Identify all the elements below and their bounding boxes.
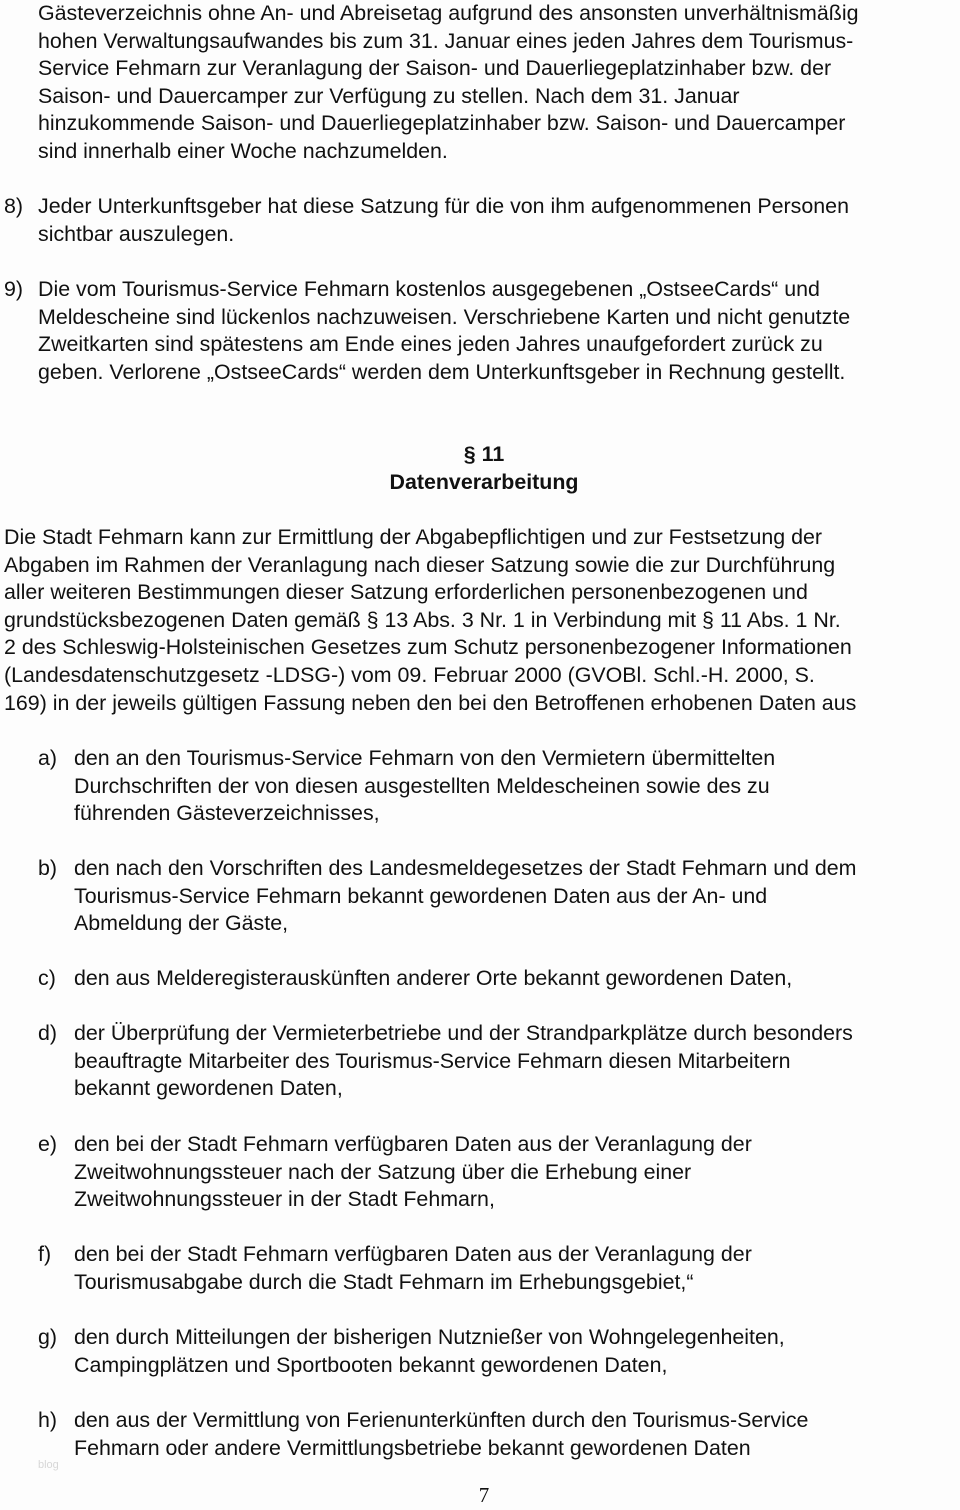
text-line: Jeder Unterkunftsgeber hat diese Satzung für die von ihm aufgenommenen Personen <box>38 194 849 218</box>
item-letter: c) <box>38 966 56 990</box>
item-letter: b) <box>38 856 58 880</box>
item-number: 8) <box>4 194 24 218</box>
text-line: den aus Melderegisterauskünften anderer Orte bekannt gewordenen Daten, <box>74 966 793 990</box>
watermark: blog <box>38 1459 59 1471</box>
text-line: der Überprüfung der Vermieterbetriebe und der Strandparkplätze durch besonders <box>74 1021 853 1045</box>
text-line: Die vom Tourismus-Service Fehmarn kostenlos ausgegebenen „OstseeCards“ und <box>38 277 820 301</box>
text-line: bekannt gewordenen Daten, <box>74 1076 343 1101</box>
text-line: sind innerhalb einer Woche nachzumelden. <box>38 139 448 163</box>
text-line: Abgaben im Rahmen der Veranlagung nach dieser Satzung sowie die zur Durchführung <box>4 552 836 577</box>
text-line: sichtbar auszulegen. <box>38 221 235 246</box>
text-line: Zweitwohnungssteuer nach der Satzung über die Erhebung einer <box>74 1159 692 1184</box>
text-line: hohen Verwaltungsaufwandes bis zum 31. Januar eines jeden Jahres dem Tourismus- <box>38 28 854 53</box>
text-line: hinzukommende Saison- und Dauerliegeplatzinhaber bzw. Saison- und Dauercamper <box>38 111 846 136</box>
section-number: § 11 <box>463 442 505 466</box>
text-line: den aus der Vermittlung von Ferienunterkünften durch den Tourismus-Service <box>74 1408 809 1432</box>
text-line: Gästeverzeichnis ohne An- und Abreisetag aufgrund des ansonsten unverhältnismäßig <box>38 1 859 25</box>
text-line: den durch Mitteilungen der bisherigen Nutznießer von Wohngelegenheiten, <box>74 1325 785 1349</box>
item-letter: d) <box>38 1021 58 1045</box>
page-number: 7 <box>478 1483 490 1507</box>
text-line: Service Fehmarn zur Veranlagung der Saison- und Dauerliegeplatzinhaber bzw. der <box>38 56 832 81</box>
text-line: führenden Gästeverzeichnisses, <box>74 801 380 826</box>
text-line: Tourismusabgabe durch die Stadt Fehmarn im Erhebungsgebiet,“ <box>74 1269 694 1294</box>
text-line: beauftragte Mitarbeiter des Tourismus-Service Fehmarn diesen Mitarbeitern <box>74 1048 791 1073</box>
item-letter: f) <box>38 1242 52 1266</box>
item-letter: e) <box>38 1132 58 1156</box>
text-line: den bei der Stadt Fehmarn verfügbaren Daten aus der Veranlagung der <box>74 1132 752 1156</box>
text-line: Campingplätzen und Sportbooten bekannt gewordenen Daten, <box>74 1352 668 1377</box>
text-line: Meldescheine sind lückenlos nachzuweisen. Verschriebene Karten und nicht genutzte <box>38 304 851 329</box>
item-letter: a) <box>38 746 58 770</box>
item-letter: h) <box>38 1408 58 1432</box>
text-line: Abmeldung der Gäste, <box>74 911 289 936</box>
text-line: 2 des Schleswig-Holsteinischen Gesetzes zum Schutz personenbezogener Informationen <box>4 635 852 660</box>
text-line: den an den Tourismus-Service Fehmarn von den Vermietern übermittelten <box>74 746 776 770</box>
text-line: Zweitwohnungssteuer in der Stadt Fehmarn, <box>74 1187 495 1212</box>
text-line: grundstücksbezogenen Daten gemäß § 13 Abs. 3 Nr. 1 in Verbindung mit § 11 Abs. 1 Nr. <box>4 607 841 632</box>
text-line: den bei der Stadt Fehmarn verfügbaren Daten aus der Veranlagung der <box>74 1242 752 1266</box>
text-line: 169) in der jeweils gültigen Fassung neben den bei den Betroffenen erhobenen Daten aus <box>4 690 857 715</box>
item-number: 9) <box>4 277 24 301</box>
text-line: geben. Verlorene „OstseeCards“ werden dem Unterkunftsgeber in Rechnung gestellt. <box>38 359 846 384</box>
text-line: Fehmarn oder andere Vermittlungsbetriebe bekannt gewordenen Daten <box>74 1435 751 1460</box>
section-title: Datenverarbeitung <box>389 469 579 494</box>
text-line: Durchschriften der von diesen ausgestellten Meldescheinen sowie des zu <box>74 773 770 798</box>
text-line: (Landesdatenschutzgesetz -LDSG-) vom 09. Februar 2000 (GVOBl. Schl.-H. 2000, S. <box>4 663 815 687</box>
text-line: Die Stadt Fehmarn kann zur Ermittlung der Abgabepflichtigen und zur Festsetzung der <box>4 525 823 549</box>
text-line: Saison- und Dauercamper zur Verfügung zu stellen. Nach dem 31. Januar <box>38 83 740 108</box>
text-line: aller weiteren Bestimmungen dieser Satzung erforderlichen personenbezogenen und <box>4 580 808 605</box>
text-line: Zweitkarten sind spätestens am Ende eines jeden Jahres unaufgefordert zurück zu <box>38 332 823 357</box>
text-line: den nach den Vorschriften des Landesmeldegesetzes der Stadt Fehmarn und dem <box>74 856 857 880</box>
text-line: Tourismus-Service Fehmarn bekannt gewordenen Daten aus der An- und <box>74 883 768 908</box>
item-letter: g) <box>38 1325 58 1349</box>
